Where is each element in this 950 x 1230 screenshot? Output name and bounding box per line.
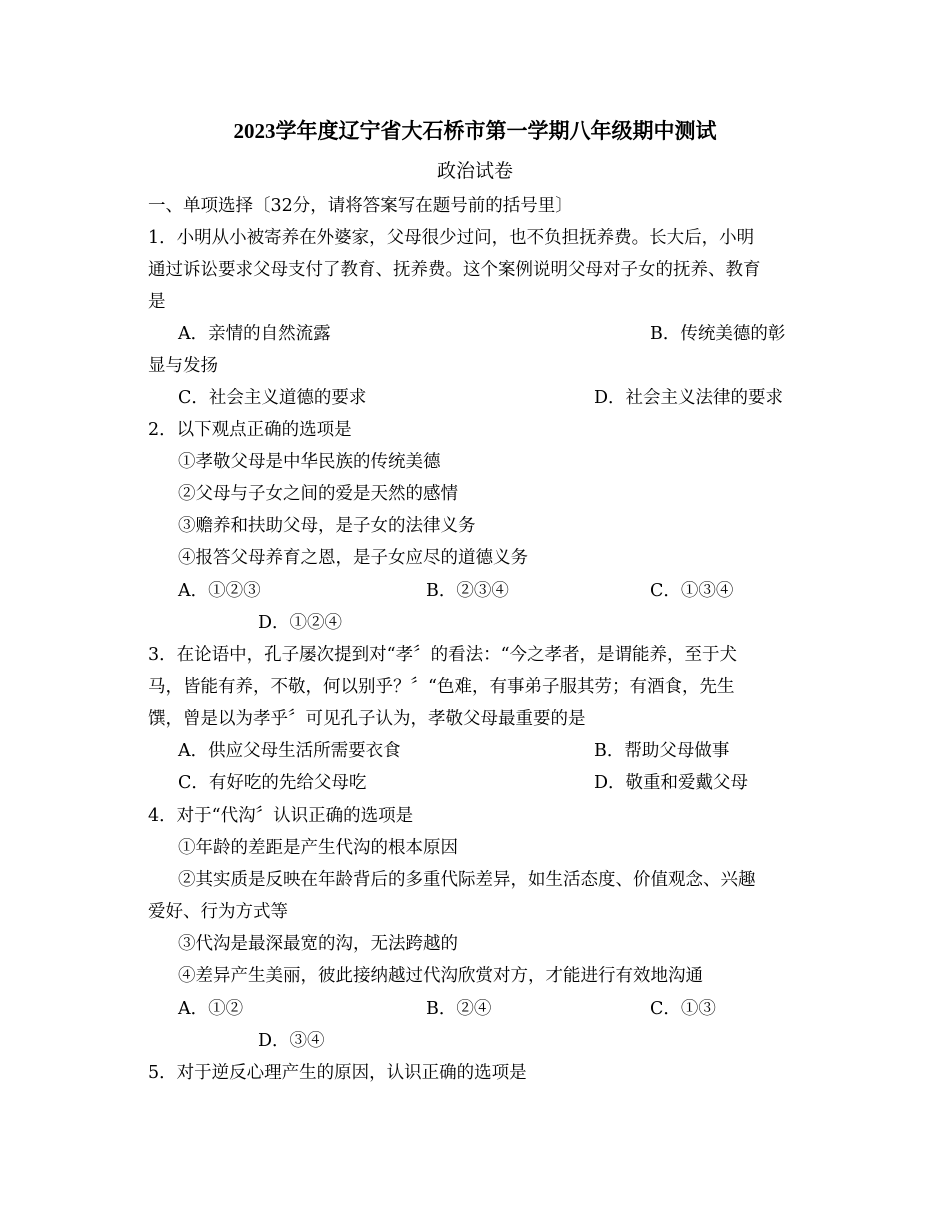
q1-stem-line-2: 通过诉讼要求父母支付了教育、抚养费。这个案例说明父母对子女的抚养、教育 [148, 260, 761, 280]
q1-option-b-cont: 显与发扬 [148, 356, 218, 376]
section-heading: 一、单项选择〔32分，请将答案写在题号前的括号里〕 [148, 196, 573, 216]
q1-option-a: A．亲情的自然流露 [178, 324, 331, 344]
q3-option-a: A．供应父母生活所需要衣食 [178, 741, 401, 761]
q4-option-a: A．①② [178, 999, 244, 1019]
q2-option-d: D．①②④ [258, 613, 343, 633]
q2-statement-3: ③赡养和扶助父母，是子女的法律义务 [178, 516, 476, 536]
q4-option-b: B．②④ [426, 999, 492, 1019]
q3-option-b: B．帮助父母做事 [594, 741, 730, 761]
q4-option-c: C．①③ [650, 999, 716, 1019]
q4-option-d: D．③④ [258, 1031, 325, 1051]
q2-statement-1: ①孝敬父母是中华民族的传统美德 [178, 452, 441, 472]
exam-title: 2023学年度辽宁省大石桥市第一学期八年级期中测试 [233, 119, 717, 143]
q4-statement-2: ②其实质是反映在年龄背后的多重代际差异，如生活态度、价值观念、兴趣 [178, 870, 756, 890]
q4-statement-4: ④差异产生美丽，彼此接纳越过代沟欣赏对方，才能进行有效地沟通 [178, 966, 703, 986]
q2-statement-4: ④报答父母养育之恩，是子女应尽的道德义务 [178, 548, 528, 568]
q4-stem: 4．对于“代沟〞认识正确的选项是 [148, 806, 414, 826]
q3-option-d: D．敬重和爱戴父母 [594, 773, 749, 793]
q3-stem-line-3: 馔，曾是以为孝乎〞可见孔子认为，孝敬父母最重要的是 [148, 709, 586, 729]
q4-statement-3: ③代沟是最深最宽的沟，无法跨越的 [178, 934, 458, 954]
q1-stem-line-3: 是 [148, 292, 166, 312]
q2-statement-2: ②父母与子女之间的爱是天然的感情 [178, 484, 458, 504]
q3-option-c: C．有好吃的先给父母吃 [178, 773, 367, 793]
q1-option-c: C．社会主义道德的要求 [178, 388, 367, 408]
q1-option-b: B．传统美德的彰 [650, 324, 786, 344]
q4-statement-1: ①年龄的差距是产生代沟的根本原因 [178, 838, 458, 858]
q2-option-a: A．①②③ [178, 581, 261, 601]
q1-stem-line-1: 1．小明从小被寄养在外婆家，父母很少过问，也不负担抚养费。长大后，小明 [148, 228, 755, 248]
q3-stem-line-1: 3．在论语中，孔子屡次提到对“孝〞的看法：“今之孝者，是谓能养，至于犬 [148, 645, 738, 665]
q5-stem: 5．对于逆反心理产生的原因，认识正确的选项是 [148, 1063, 527, 1083]
q4-statement-2-cont: 爱好、行为方式等 [148, 902, 288, 922]
q2-stem: 2．以下观点正确的选项是 [148, 420, 352, 440]
q2-option-b: B．②③④ [426, 581, 509, 601]
q3-stem-line-2: 马，皆能有养，不敬，何以别乎？〞“色难，有事弟子服其劳；有酒食，先生 [148, 677, 735, 697]
q2-option-c: C．①③④ [650, 581, 734, 601]
q1-option-d: D．社会主义法律的要求 [594, 388, 784, 408]
exam-subtitle: 政治试卷 [436, 160, 513, 182]
